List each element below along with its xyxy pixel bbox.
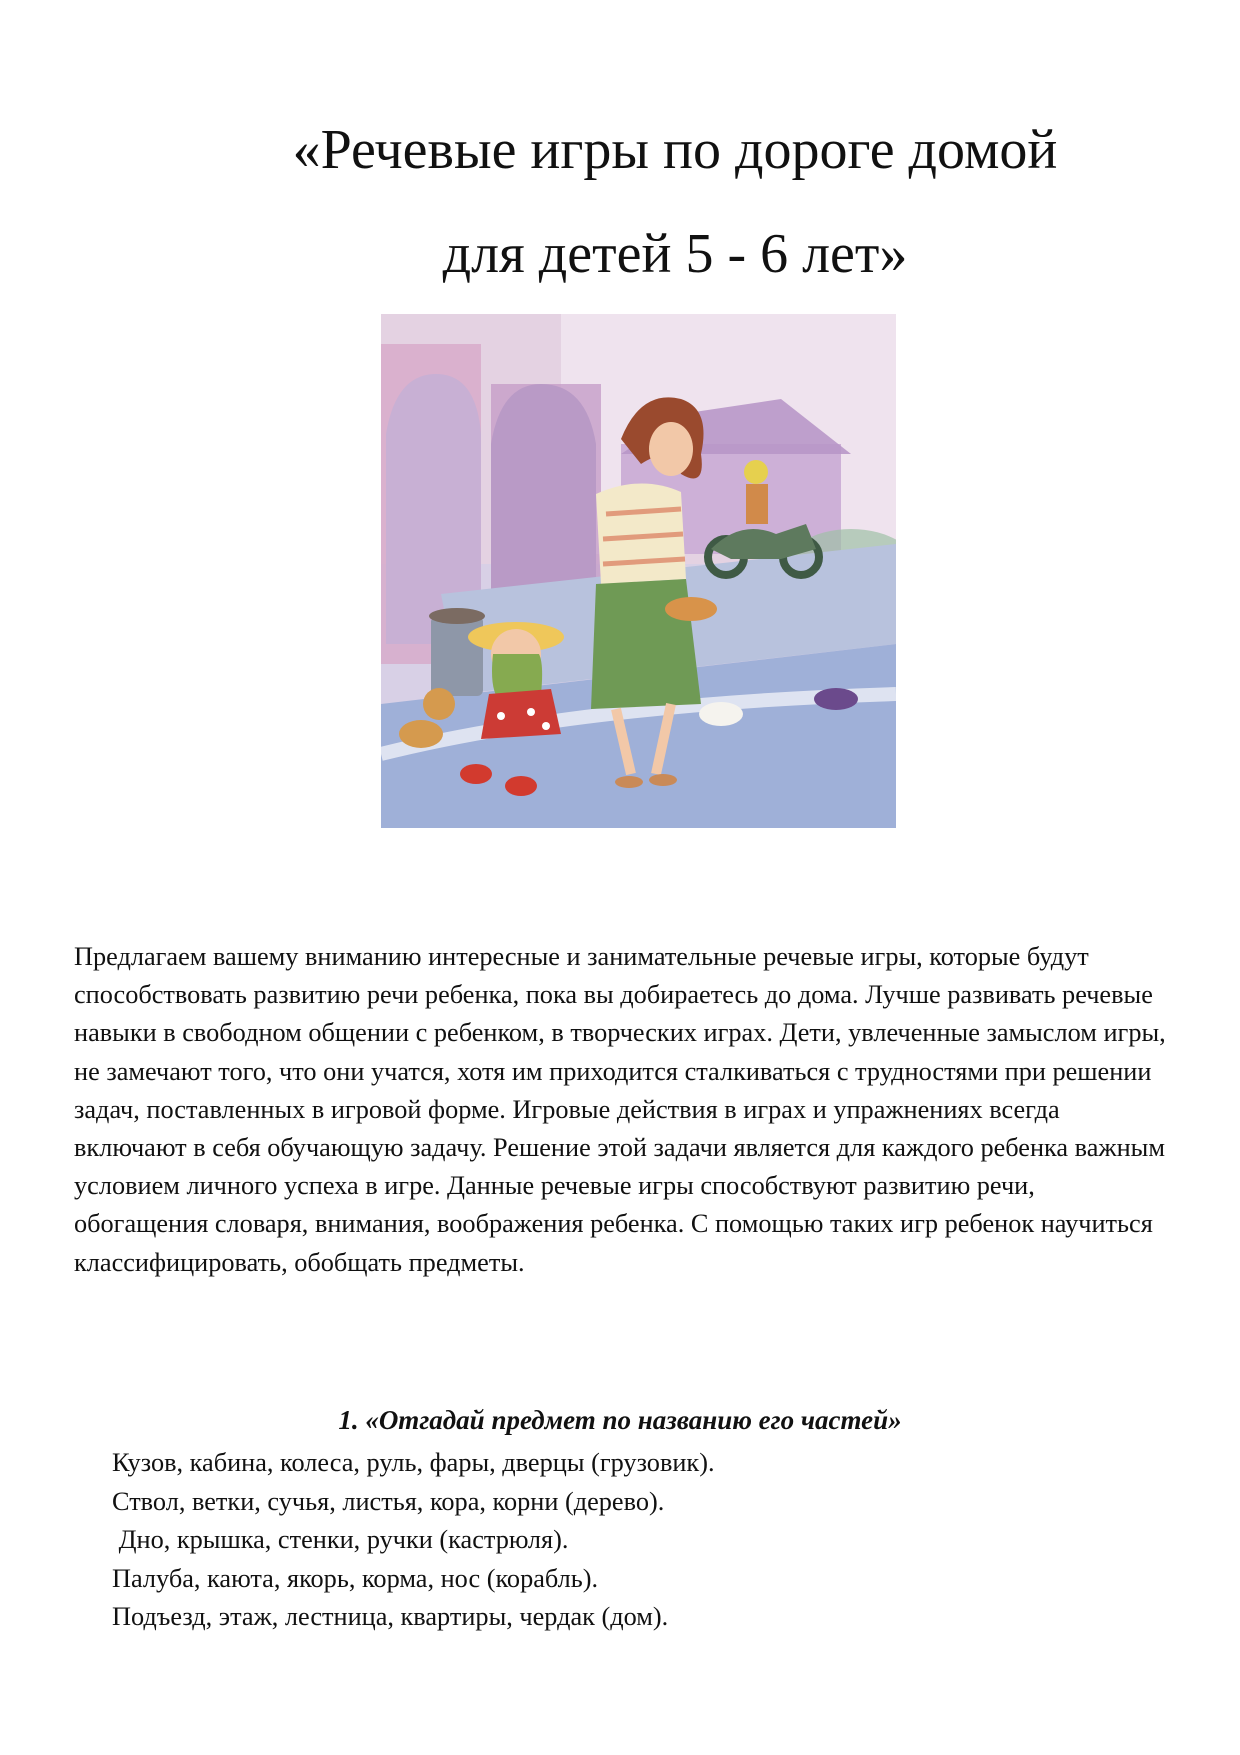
list-item: Кузов, кабина, колеса, руль, фары, дверцы (грузовик).	[112, 1448, 715, 1477]
list-item: Ствол, ветки, сучья, листья, кора, корни (дерево).	[112, 1486, 665, 1516]
mother-daughter-illustration	[381, 314, 896, 828]
list-item: Дно, крышка, стенки, ручки (кастрюля).	[112, 1525, 569, 1555]
list-item: Палуба, каюта, якорь, корма, нос (корабль).	[112, 1563, 599, 1593]
game-1-items	[112, 1444, 715, 1637]
game-1-title: 1. «Отгадай предмет по названию его частей»	[338, 1405, 902, 1435]
intro-paragraph: Предлагаем вашему вниманию интересные и занимательные речевые игры, которые будут способствовать развитию речи ребенка, пока вы добираетесь до дома. Лучше развивать речевые навыки в свободном общении с ребенком, в творческих играх. Дети, увлеченные замыслом игры, не замечают того, что они учатся, хотя им приходится сталкиваться с трудностями при решении задач, поставленных в игровой форме. Игровые действия в играх и упражнениях всегда включают в себя обучающую задачу. Решение этой задачи является для каждого ребенка важным условием личного успеха в игре. Данные речевые игры способствуют развитию речи, обогащения словаря, внимания, воображения ребенка. С помощью таких игр ребенок научиться классифицировать, обобщать предметы.	[74, 942, 1166, 1277]
list-item: Подъезд, этаж, лестница, квартиры, чердак (дом).	[112, 1602, 669, 1632]
page-title-line-1: «Речевые игры по дороге домой	[292, 119, 1058, 181]
page-title-line-2: для детей 5 - 6 лет»	[442, 223, 908, 285]
